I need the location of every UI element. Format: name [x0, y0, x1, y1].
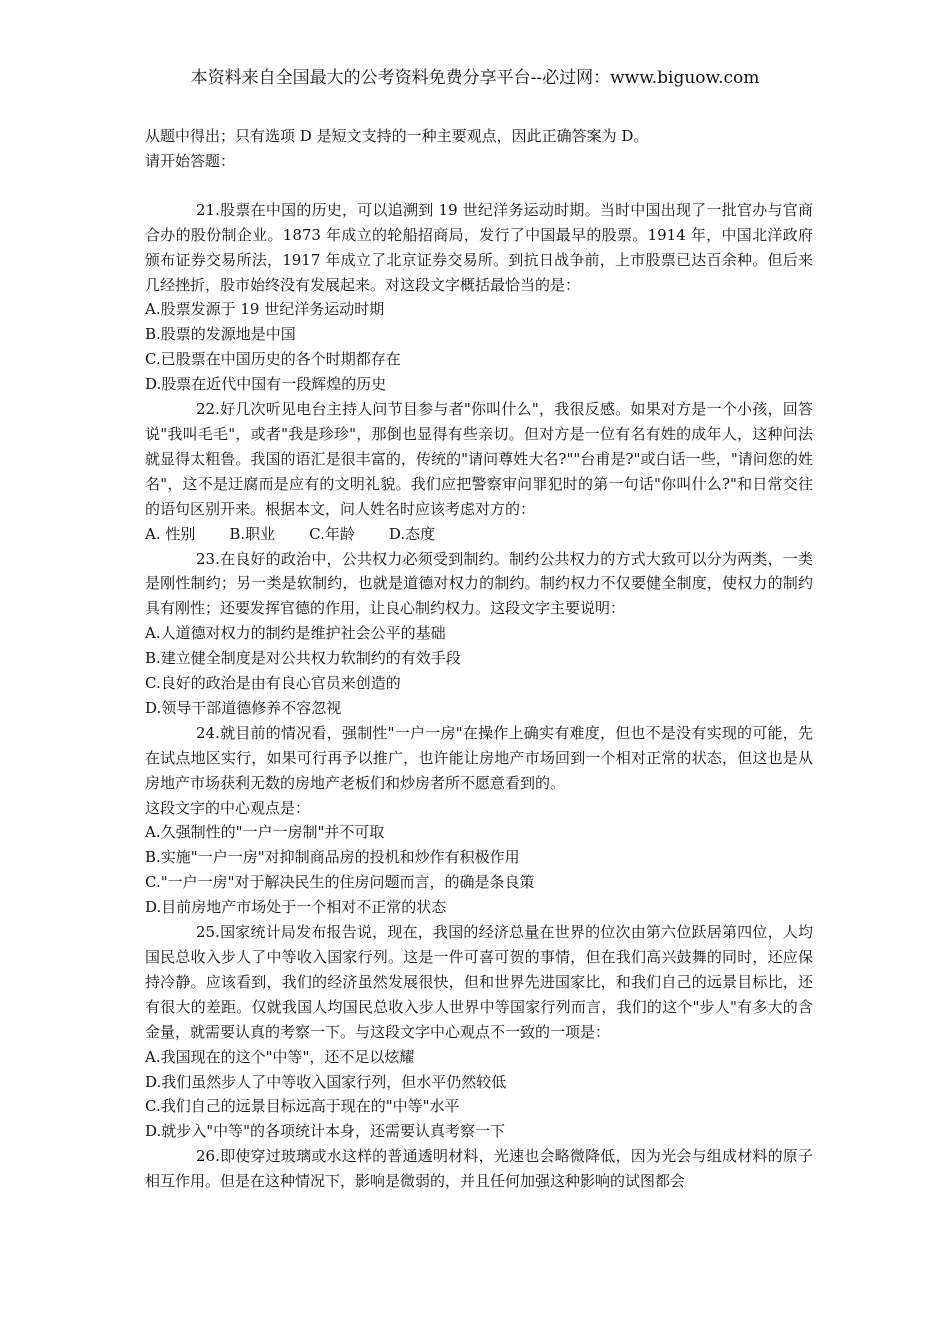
question-24-option-b: B.实施"一户一房"对抑制商品房的投机和炒作有积极作用	[145, 848, 520, 867]
intro-line: 请开始答题：	[145, 151, 236, 170]
page-header: 本资料来自全国最大的公考资料免费分享平台--必过网：www.biguow.com	[190, 68, 760, 88]
question-21-option-c: C.已股票在中国历史的各个时期都存在	[145, 350, 401, 369]
question-23-option-d: D.领导干部道德修养不容忽视	[145, 698, 342, 717]
question-25-option-d: D.就步入"中等"的各项统计本身，还需要认真考察一下	[145, 1122, 506, 1141]
question-25-stem: 25.国家统计局发布报告说，现在，我国的经济总量在世界的位次由第六位跃居第四位，人均国民总收入步人了中等收入国家行列。这是一件可喜可贺的事情，但在我们高兴鼓舞的同时，还应保持冷静。应该看到，我们的经济虽然发展很快，但和世界先进国家比，和我们自己的远景目标比，还有很大的差距。仅就我国人均国民总收入步人世界中等国家行列而言，我们的这个"步人"有多大的含金量，就需要认真的考察一下。与这段文字中心观点不一致的一项是：	[145, 923, 813, 1041]
question-22-option-d: D.态度	[388, 524, 436, 543]
question-21-option-a: A.股票发源于 19 世纪洋务运动时期	[145, 300, 385, 319]
question-24-stem: 24.就目前的情况看，强制性"一户一房"在操作上确实有难度，但也不是没有实现的可能，先在试点地区实行，如果可行再予以推广，也许能让房地产市场回到一个相对正常的状态，但这也是从房地产市场获利无数的房地产老板们和炒房者所不愿意看到的。	[145, 723, 813, 792]
question-22-option-c: C.年龄	[309, 524, 355, 543]
question-23-option-a: A.人道德对权力的制约是维护社会公平的基础	[145, 624, 446, 643]
question-25-option-c: C.我们自己的远景目标远高于现在的"中等"水平	[145, 1097, 460, 1116]
question-23-option-b: B.建立健全制度是对公共权力软制约的有效手段	[145, 649, 461, 668]
question-22-stem: 22.好几次听见电台主持人问节目参与者"你叫什么"，我很反感。如果对方是一个小孩，回答说"我叫毛毛"，或者"我是珍珍"，那倒也显得有些亲切。但对方是一位有名有姓的成年人，这种问法就显得太粗鲁。我国的语汇是很丰富的，传统的"请问尊姓大名?""台甫是?"或白话一些，"请问您的姓名"，这不是迂腐而是应有的文明礼貌。我们应把警察审问罪犯时的第一句话"你叫什么?"和日常交往的语句区别开来。根据本文，问人姓名时应该考虑对方的：	[145, 400, 813, 518]
question-24-option-a: A.久强制性的"一户一房制"并不可取	[145, 823, 385, 842]
question-21-stem: 21.股票在中国的历史，可以追溯到 19 世纪洋务运动时期。当时中国出现了一批官办与官商合办的股份制企业。1873 年成立的轮船招商局，发行了中国最早的股票。1914 年，中国北洋政府颁布证券交易所法，1917 年成立了北京证券交易所。到抗日战争前，上市股票已达百余种。但后来几经挫折，股市始终没有发展起来。对这段文字概括最恰当的是：	[145, 200, 813, 294]
intro-line: 从题中得出；只有选项 D 是短文支持的一种主要观点，因此正确答案为 D。	[145, 127, 649, 145]
question-21-option-b: B.股票的发源地是中国	[145, 325, 296, 344]
document-body	[145, 124, 813, 1194]
question-24-option-d: D.目前房地产市场处于一个相对不正常的状态	[145, 898, 447, 917]
question-24-option-c: C."一户一房"对于解决民生的住房问题而言，的确是条良策	[145, 873, 535, 892]
question-25-option-a: A.我国现在的这个"中等"，还不足以炫耀	[145, 1047, 415, 1066]
question-22-option-b: B.职业	[229, 524, 276, 543]
question-22-options	[145, 522, 813, 547]
question-22-option-a: A. 性别	[145, 524, 196, 543]
question-21-option-d: D.股票在近代中国有一段辉煌的历史	[145, 375, 387, 394]
question-25-option-b: D.我们虽然步人了中等收入国家行列，但水平仍然较低	[145, 1072, 507, 1091]
question-23-stem: 23.在良好的政治中，公共权力必须受到制约。制约公共权力的方式大致可以分为两类，一类是刚性制约；另一类是软制约，也就是道德对权力的制约。制约权力不仅要健全制度，使权力的制约具有刚性；还要发挥官德的作用，让良心制约权力。这段文字主要说明：	[145, 549, 813, 618]
paragraph-gap	[145, 174, 813, 198]
question-24-prompt: 这段文字的中心观点是：	[145, 798, 311, 817]
question-23-option-c: C.良好的政治是由有良心官员来创造的	[145, 674, 401, 693]
question-26-stem: 26.即使穿过玻璃或水这样的普通透明材料，光速也会略微降低，因为光会与组成材料的原子相互作用。但是在这种情况下，影响是微弱的，并且任何加强这种影响的试图都会	[145, 1147, 813, 1191]
